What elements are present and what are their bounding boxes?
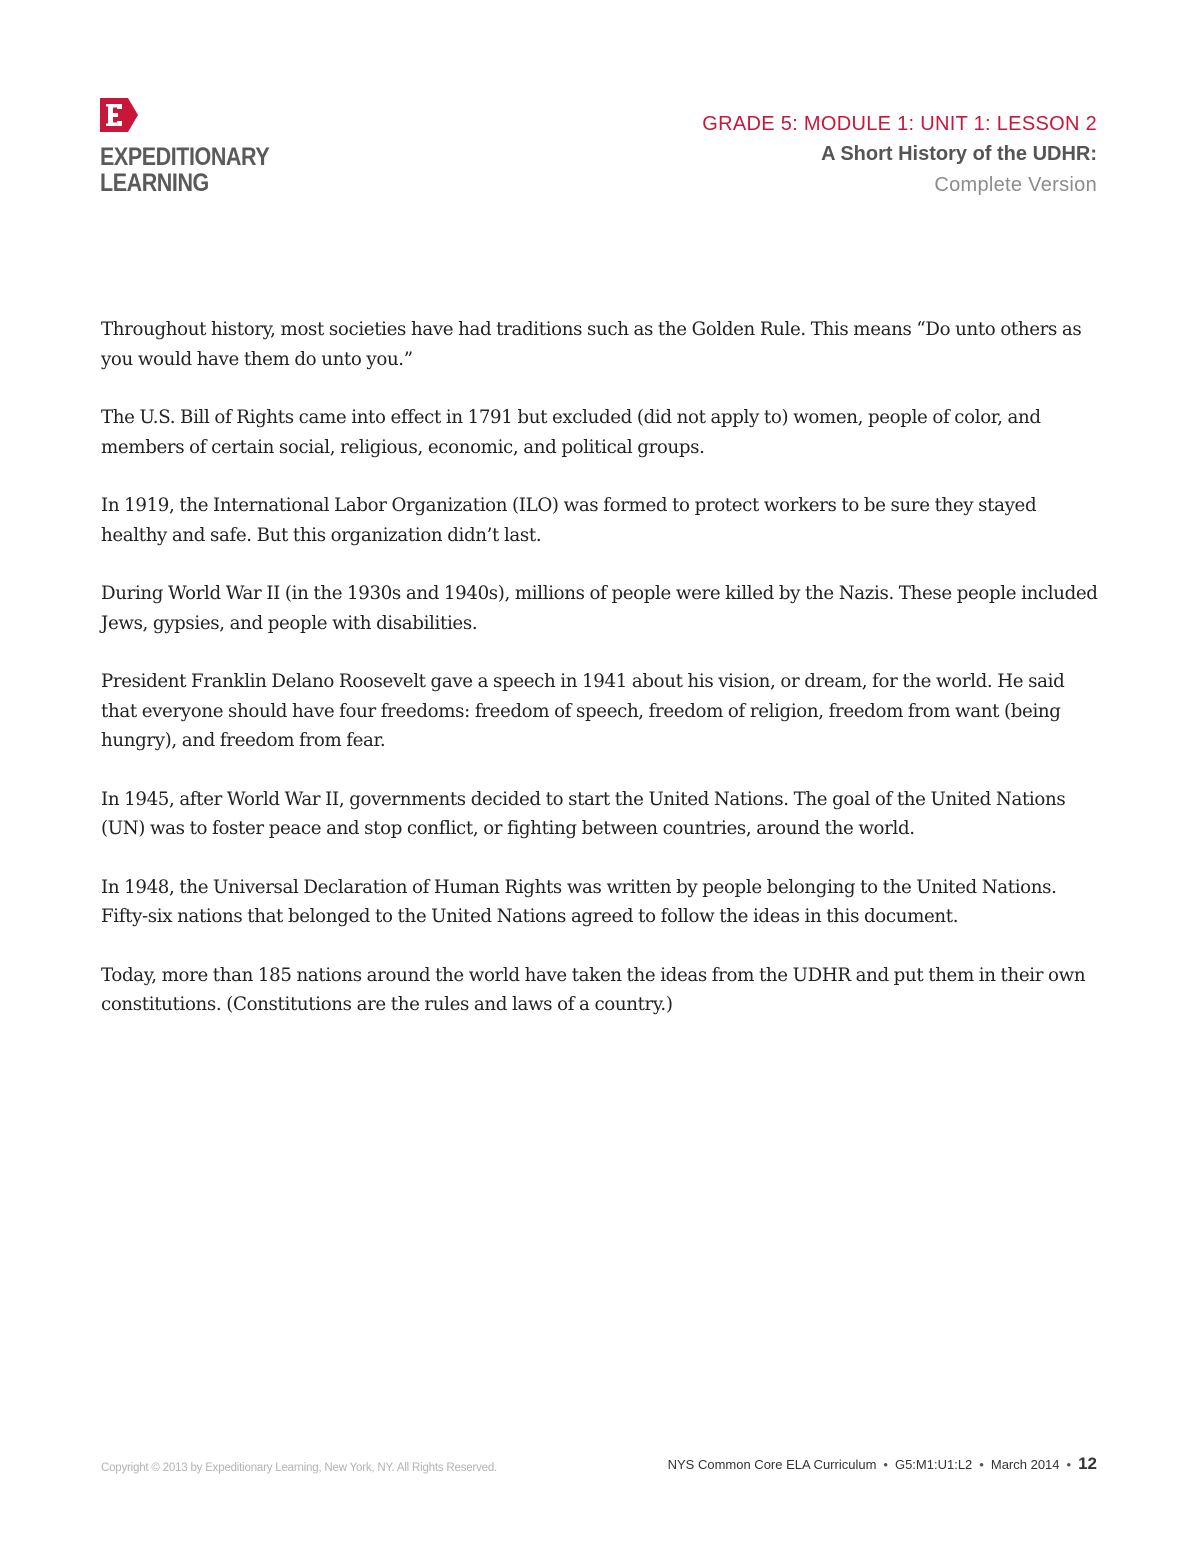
paragraph: Today, more than 185 nations around the world have taken the ideas from the UDHR and put them in their own constitutions. (Constitutions are the rules and laws of a country.): [101, 964, 1086, 1015]
expeditionary-learning-logo: [100, 98, 270, 197]
page-footer: [668, 1454, 1097, 1474]
curriculum-label: NYS Common Core ELA Curriculum: [667, 1457, 877, 1472]
page-number: 12: [1078, 1454, 1097, 1473]
lesson-title: GRADE 5: MODULE 1: UNIT 1: LESSON 2: [702, 113, 1097, 135]
footer-separator: •: [1066, 1457, 1072, 1472]
paragraph: In 1945, after World War II, governments decided to start the United Nations. The goal of the United Nations (UN) was to foster peace and stop conflict, or fighting between countries, around the world.: [101, 788, 1066, 839]
paragraph: During World War II (in the 1930s and 1940s), millions of people were killed by the Nazis. These people included Jews, gypsies, and people with disabilities.: [101, 583, 1098, 634]
footer-separator: •: [979, 1457, 984, 1472]
document-body: [101, 315, 1101, 1049]
lesson-code: G5:M1:U1:L2: [894, 1457, 973, 1472]
logo-wordmark: [100, 143, 270, 197]
paragraph: The U.S. Bill of Rights came into effect in 1791 but excluded (did not apply to) women, people of color, and members of certain social, religious, economic, and political groups.: [101, 407, 1041, 458]
footer-separator: •: [883, 1457, 888, 1472]
copyright-notice: Copyright © 2013 by Expeditionary Learning, New York, NY. All Rights Reserved.: [101, 1462, 498, 1474]
logo-line-1: EXPEDITIONARY: [100, 143, 270, 171]
paragraph: Throughout history, most societies have had traditions such as the Golden Rule. This means “Do unto others as you would have them do unto you.”: [101, 319, 1082, 370]
paragraph: President Franklin Delano Roosevelt gave a speech in 1941 about his vision, or dream, for the world. He said that everyone should have four freedoms: freedom of speech, freedom of religion, freedom from want (being hungry), and freedom from fear.: [101, 671, 1065, 751]
publish-date: March 2014: [990, 1457, 1060, 1472]
paragraph: In 1948, the Universal Declaration of Human Rights was written by people belonging to the United Nations. Fifty-six nations that belonged to the United Nations agreed to follow the ideas in this document.: [101, 876, 1057, 927]
paragraph: In 1919, the International Labor Organization (ILO) was formed to protect workers to be sure they stayed healthy and safe. But this organization didn’t last.: [101, 495, 1037, 546]
logo-line-2: LEARNING: [100, 169, 209, 197]
expeditionary-learning-e-icon: [100, 98, 138, 132]
lesson-header: [702, 110, 1097, 200]
document-subtitle: Complete Version: [934, 174, 1097, 196]
document-title: A Short History of the UDHR:: [821, 143, 1097, 165]
